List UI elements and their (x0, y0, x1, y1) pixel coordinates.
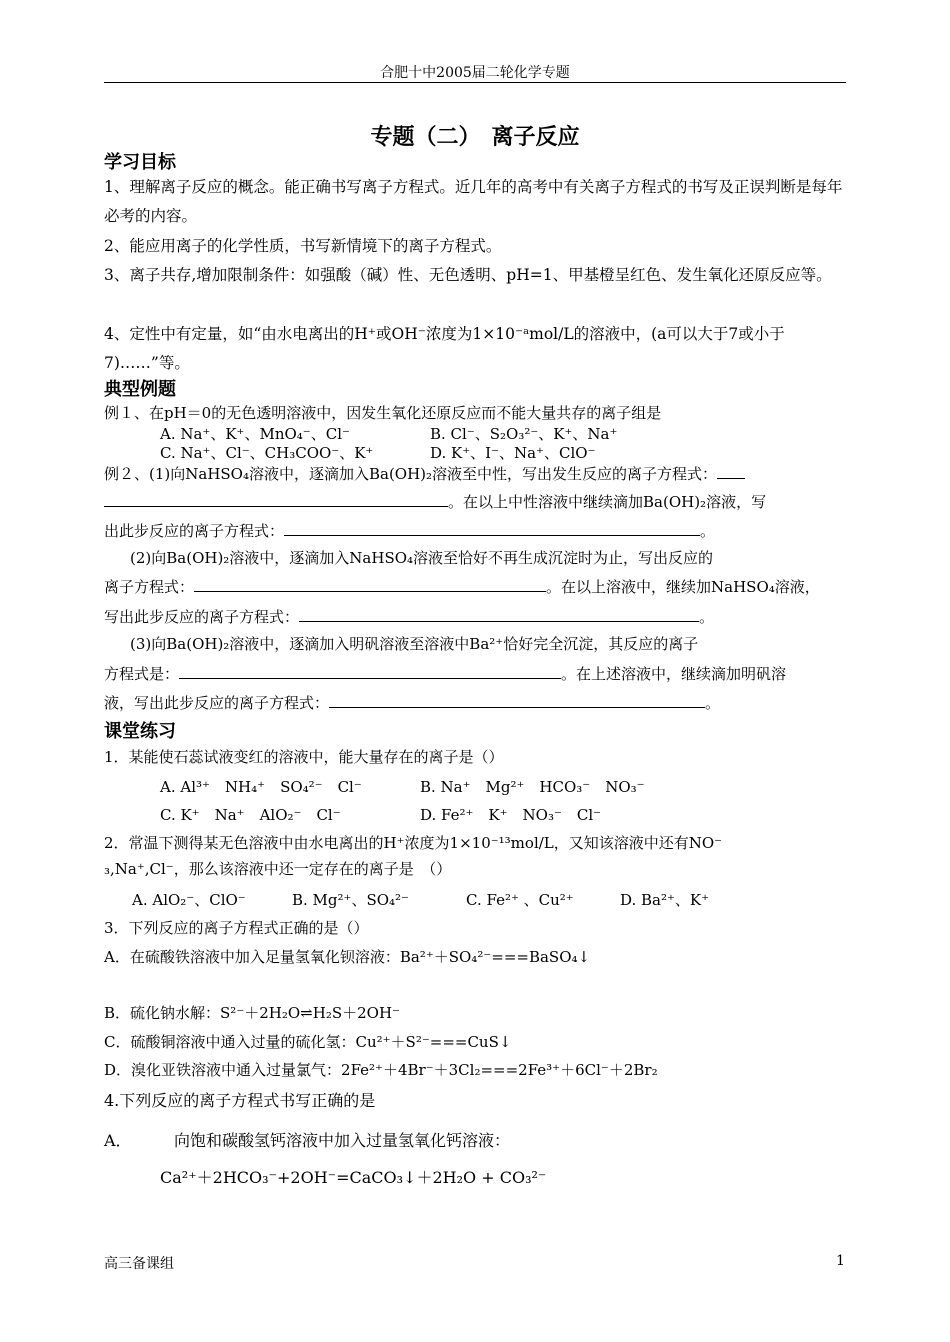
goal-item-1: 1、理解离子反应的概念。能正确书写离子方程式。近几年的高考中有关离子方程式的书写及正误判断是每年必考的内容。 (104, 178, 843, 225)
question-4-option-a-text: 向饱和碳酸氢钙溶液中加入过量氢氧化钙溶液： (174, 1131, 511, 1150)
question-3-option-d: D．溴化亚铁溶液中通入过量氯气：2Fe²⁺＋4Br⁻＋3Cl₂===2Fe³⁺＋6Cl⁻＋2Br₂ (104, 1061, 658, 1079)
example-2-part-2: (2)向Ba(OH)₂溶液中，逐滴加入NaHSO₄溶液至恰好不再生成沉淀时为止，写出反应的 (130, 549, 714, 567)
question-2-option-d: D. Ba²⁺、K⁺ (620, 891, 710, 909)
question-1-option-b: B. Na⁺ Mg²⁺ HCO₃⁻ NO₃⁻ (420, 778, 645, 796)
question-2-option-a: A. AlO₂⁻、ClO⁻ (132, 891, 246, 909)
example-2-line-8-text: 方程式是： (104, 665, 180, 683)
example-2-line-9: 液，写出此步反应的离子方程式： 。 (104, 694, 721, 712)
section-heading-practice: 课堂练习 (104, 721, 176, 742)
answer-blank[interactable] (329, 693, 705, 708)
section-heading-goals: 学习目标 (104, 152, 176, 173)
example-1-stem: 例１、在pH＝0的无色透明溶液中，因发生氧化还原反应而不能大量共存的离子组是 (104, 404, 662, 422)
question-4-stem: 4.下列反应的离子方程式书写正确的是 (104, 1091, 376, 1110)
example-2-line-2 (104, 491, 766, 512)
question-3-stem: 3．下列反应的离子方程式正确的是（） (104, 919, 369, 937)
example-1-option-b: B. Cl⁻、S₂O₃²⁻、K⁺、Na⁺ (430, 425, 618, 443)
example-2-line-3: 出此步反应的离子方程式： 。 (104, 522, 716, 540)
question-1-option-a: A. Al³⁺ NH₄⁺ SO₄²⁻ Cl⁻ (160, 778, 362, 796)
example-2-line-6: 写出此步反应的离子方程式： 。 (104, 608, 715, 626)
question-2-line-1: 2．常温下测得某无色溶液中由水电离出的H⁺浓度为1×10⁻¹³mol/L，又知该溶液中还有NO⁻ (104, 834, 723, 852)
question-1-stem: 1．某能使石蕊试液变红的溶液中，能大量存在的离子是（） (104, 748, 504, 766)
question-4-option-a-equation: Ca²⁺＋2HCO₃⁻+2OH⁻=CaCO₃↓＋2H₂O + CO₃²⁻ (160, 1168, 547, 1187)
question-1-option-d: D. Fe²⁺ K⁺ NO₃⁻ Cl⁻ (420, 806, 602, 824)
header-rule (104, 82, 846, 83)
question-4-option-a-label: A． (104, 1131, 132, 1150)
section-heading-examples: 典型例题 (104, 379, 176, 400)
example-2-line-9-text: 液，写出此步反应的离子方程式： (104, 694, 330, 712)
example-1-option-d: D. K⁺、I⁻、Na⁺、ClO⁻ (430, 444, 596, 462)
answer-blank[interactable] (194, 577, 546, 592)
question-3-option-c: C．硫酸铜溶液中通入过量的硫化氢：Cu²⁺＋S²⁻===CuS↓ (104, 1033, 512, 1051)
example-2-line-5-text: 离子方程式： (104, 578, 195, 596)
answer-blank[interactable] (717, 464, 745, 479)
question-3-option-b: B．硫化钠水解：S²⁻＋2H₂O⇌H₂S＋2OH⁻ (104, 1004, 400, 1022)
example-2-line-1-text: 例２、(1)向NaHSO₄溶液中，逐滴加入Ba(OH)₂溶液至中性，写出发生反应的离子方程式： (104, 465, 718, 483)
answer-blank[interactable] (299, 607, 699, 622)
page-number: 1 (836, 1253, 845, 1269)
footer-left: 高三备课组 (104, 1256, 174, 1272)
example-2-line-3-text: 出此步反应的离子方程式： (104, 522, 285, 540)
answer-blank[interactable] (104, 492, 448, 507)
question-3-option-a: A．在硫酸铁溶液中加入足量氢氧化钡溶液：Ba²⁺＋SO₄²⁻===BaSO₄↓ (104, 948, 591, 966)
question-1-option-c: C. K⁺ Na⁺ AlO₂⁻ Cl⁻ (160, 806, 341, 824)
example-1-option-a: A. Na⁺、K⁺、MnO₄⁻、Cl⁻ (160, 425, 350, 443)
example-1-option-c: C. Na⁺、Cl⁻、CH₃COO⁻、K⁺ (160, 444, 374, 462)
example-2-line-6-text: 写出此步反应的离子方程式： (104, 608, 300, 626)
page-title: 专题（二） 离子反应 (370, 125, 580, 150)
goal-item-3: 3、离子共存,增加限制条件：如强酸（碱）性、无色透明、pH=1、甲基橙呈红色、发生氧化还原反应等。 (104, 266, 832, 284)
question-2-line-2: ₃,Na⁺,Cl⁻，那么该溶液中还一定存在的离子是 （） (104, 860, 452, 878)
running-header: 合肥十中2005届二轮化学专题 (380, 65, 570, 81)
answer-blank[interactable] (284, 521, 700, 536)
goal-item-4: 4、定性中有定量，如“由水电离出的H⁺或OH⁻浓度为1×10⁻ᵃmol/L的溶液中，(a可以大于7或小于7)……”等。 (104, 325, 785, 372)
answer-blank[interactable] (179, 664, 561, 679)
example-2-line-1 (104, 463, 745, 484)
example-2-line-2-text: 。在以上中性溶液中继续滴加Ba(OH)₂溶液，写 (448, 493, 767, 511)
question-2-option-c: C. Fe²⁺ 、Cu²⁺ (466, 891, 574, 909)
example-2-line-5: 离子方程式： 。在以上溶液中，继续加NaHSO₄溶液， (104, 578, 820, 596)
example-2-line-8: 方程式是： 。在上述溶液中，继续滴加明矾溶 (104, 665, 787, 683)
example-2-part-3: (3)向Ba(OH)₂溶液中，逐滴加入明矾溶液至溶液中Ba²⁺恰好完全沉淀，其反应的离子 (130, 635, 699, 653)
goal-item-2: 2、能应用离子的化学性质，书写新情境下的离子方程式。 (104, 237, 502, 255)
question-2-option-b: B. Mg²⁺、SO₄²⁻ (292, 891, 409, 909)
